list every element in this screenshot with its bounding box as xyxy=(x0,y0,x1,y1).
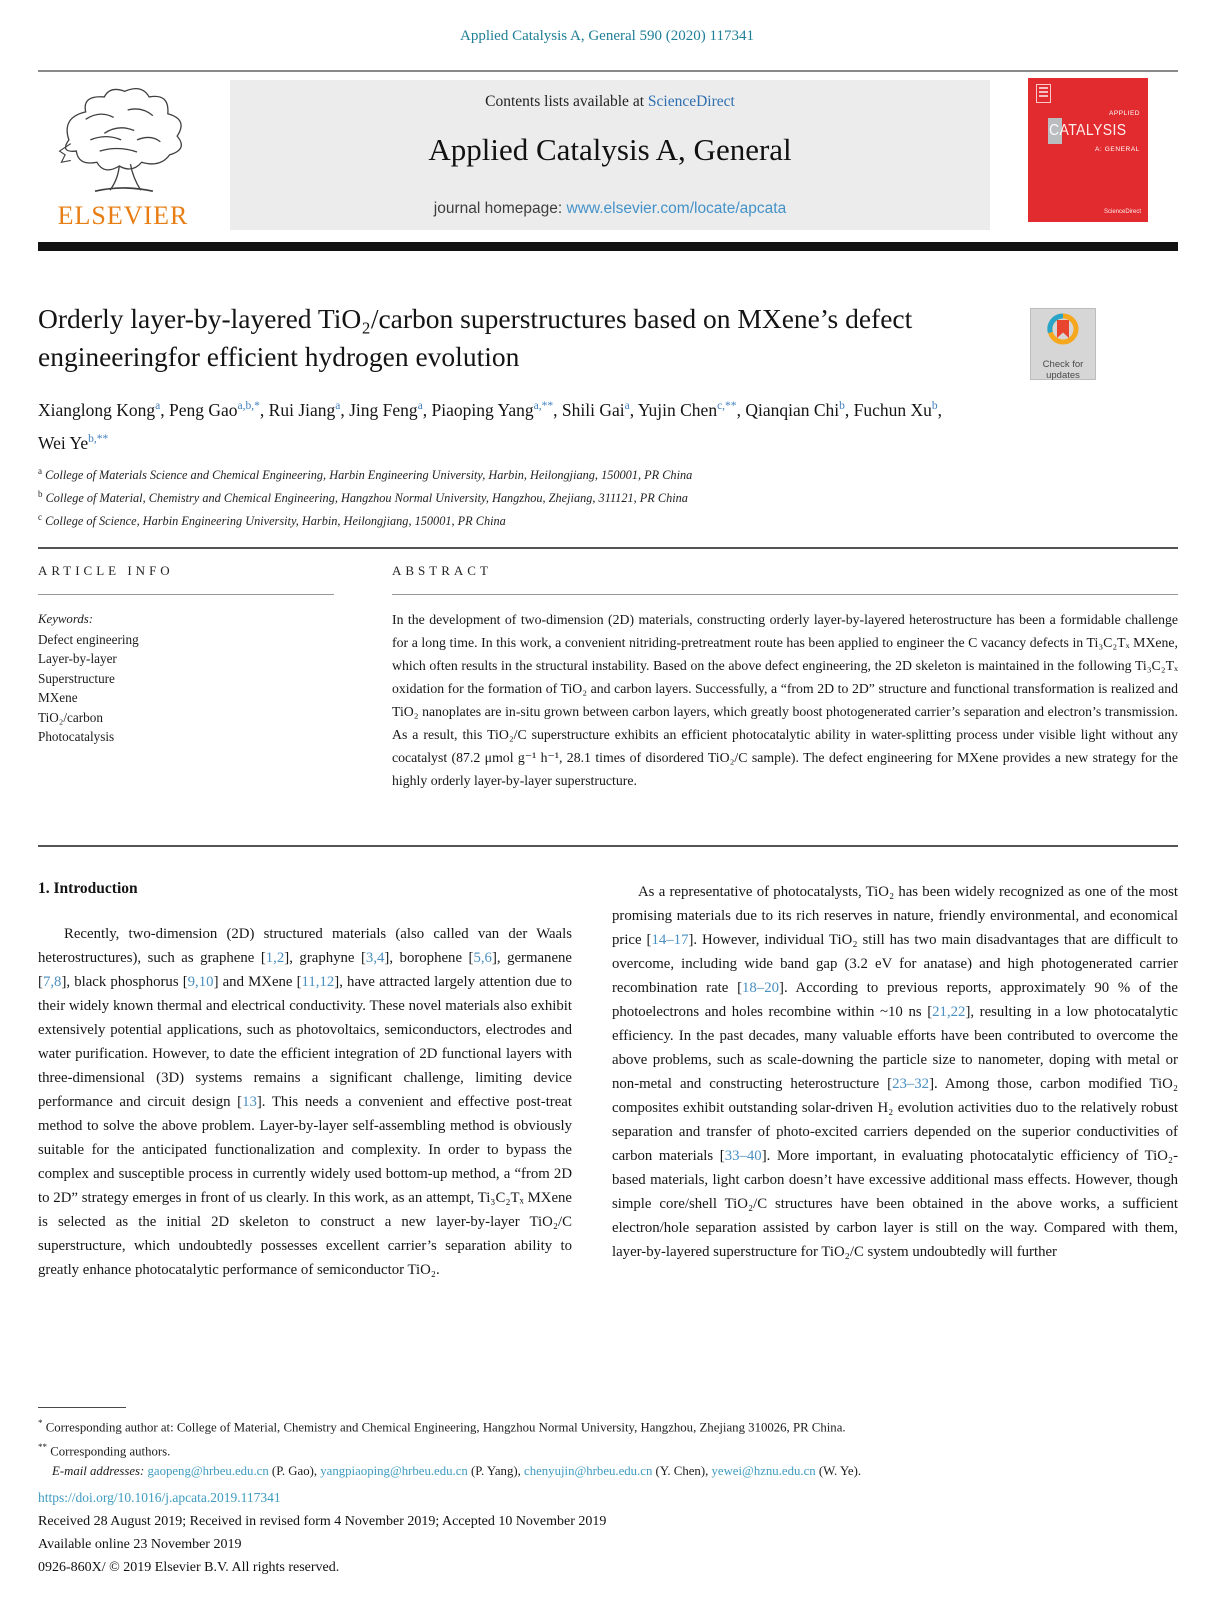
author-name: Xianglong Kong xyxy=(38,399,156,420)
intro-paragraph-right: As a representative of photocatalysts, TiO₂ has been widely recognized as one of the most promising materials due to its rich reserves in nature, friendly environmental, and economical price [14–17]. However, individual TiO₂ still has two main disadvantages that are difficult to overcome, including wide band gap (3.2 eV for anatase) and high photogenerated carrier recombination rate [18–20]. According to previous reports, approximately 90 % of the photoelectrons and holes recombine within ~10 ns [21,22], resulting in a low photocatalytic efficiency. In the past decades, many valuable efforts have been contributed to overcome the above problems, such as scale-downing the particle size to nanometer, doping with metal or non-metal and constructing heterostructure [23–32]. Among those, carbon modified TiO₂ composites exhibit outstanding solar-driven H₂ evolution activities duo to the relatively robust separation and transfer of photo-excited carriers depended on the superior conductivities of carbon materials [33–40]. More important, in evaluating photocatalytic efficiency of TiO₂-based materials, light carbon doesn’t have excessive additional mass effects. However, though simple core/shell TiO₂/C structures have been obtained in the above works, a sufficient electron/hole separation assisted by carbon layer is still on the way. Compared with them, layer-by-layered superstructure for TiO₂/C system undoubtedly will further xyxy=(612,884,1179,1260)
cover-title: CATALYSIS xyxy=(1049,119,1127,139)
citation-ref[interactable]: 18–20 xyxy=(742,980,780,996)
author-sup[interactable]: a xyxy=(155,400,161,412)
journal-title: Applied Catalysis A, General xyxy=(428,132,792,167)
corresponding-author-note: * Corresponding author at: College of Material, Chemistry and Chemical Engineering, Hangzhou Normal University, Hangzhou, Zhejiang 310026, PR China. xyxy=(38,1418,846,1435)
email-link[interactable]: gaopeng@hrbeu.edu.cn xyxy=(147,1463,269,1478)
cover-subtitle: A: GENERAL xyxy=(1094,146,1140,153)
homepage-prefix: journal homepage: xyxy=(433,200,567,217)
elsevier-wordmark: ELSEVIER xyxy=(57,201,189,230)
elsevier-logo[interactable] xyxy=(38,82,208,230)
introduction-heading: 1. Introduction xyxy=(38,880,138,897)
citation-ref[interactable]: 5,6 xyxy=(473,950,492,966)
citation-ref[interactable]: 33–40 xyxy=(724,1148,762,1164)
author-name: Jing Feng xyxy=(349,399,418,420)
contents-line xyxy=(230,93,990,111)
intro-column-left xyxy=(38,880,572,1282)
section-rule-top xyxy=(38,547,1178,549)
author-sup[interactable]: b xyxy=(839,400,845,412)
author-sup[interactable]: a xyxy=(624,400,630,412)
corresponding-authors-note: ** Corresponding authors. xyxy=(38,1441,171,1459)
author-name: Wei Ye xyxy=(38,432,89,453)
email-addresses-line xyxy=(38,1462,1178,1482)
affiliation-list xyxy=(38,462,1138,531)
received-dates: Received 28 August 2019; Received in revised form 4 November 2019; Accepted 10 November 2019 xyxy=(38,1514,607,1529)
citation-ref[interactable]: 3,4 xyxy=(365,950,385,966)
affiliation: $^c$ College of Science, Harbin Engineering University, Harbin, Heilongjiang, 150001, PR China xyxy=(38,512,506,529)
author-sup[interactable]: a,** xyxy=(533,400,554,412)
author-list: Xianglong Kong$^a$, Peng Gao$^{a,b,*}$, Rui Jiang$^a$, Jing Feng$^a$, Piaoping Yang$^{a,**}$, Shili Gai$^a$, Yujin Chen$^{c,**}$, Qianqian Chi$^b$, Fuchun Xu$^b$, Wei $Ye^{b,**}$ xyxy=(38,399,943,453)
author-name: Fuchun Xu xyxy=(853,399,932,420)
homepage-line xyxy=(230,200,990,218)
keyword: Photocatalysis xyxy=(38,729,115,744)
citation-ref[interactable]: 1,2 xyxy=(265,950,285,966)
cover-sciencedirect-label: ScienceDirect xyxy=(1103,209,1141,215)
article-info-underline xyxy=(38,594,334,595)
sciencedirect-link[interactable]: ScienceDirect xyxy=(647,93,735,110)
abstract-underline xyxy=(392,594,1178,595)
footnotes xyxy=(38,1414,1178,1481)
keywords-block xyxy=(38,610,338,747)
contents-prefix: Contents lists available at xyxy=(485,93,648,110)
intro-column-right xyxy=(612,880,1178,1264)
keyword-list xyxy=(38,630,338,747)
cover-mini-logo-icon xyxy=(1036,84,1051,103)
footnote-divider xyxy=(38,1407,126,1408)
author-sup[interactable]: b xyxy=(931,400,938,412)
keyword: Defect engineering xyxy=(38,631,139,647)
author-sup[interactable]: a xyxy=(417,400,423,412)
author-sup[interactable]: b,** xyxy=(88,432,109,445)
homepage-link[interactable]: www.elsevier.com/locate/apcata xyxy=(566,200,787,217)
citation-ref[interactable]: 14–17 xyxy=(651,932,689,948)
author-sup[interactable]: a,b,* xyxy=(237,400,260,412)
masthead-bottom-bar xyxy=(38,242,1178,251)
cover-applied-label: APPLIED xyxy=(1109,110,1140,117)
keywords-label: Keywords: xyxy=(38,612,93,626)
citation-ref[interactable]: 7,8 xyxy=(42,974,62,990)
abstract-text: In the development of two-dimension (2D) materials, constructing orderly layer-by-layered heterostructure has been a formidable challenge for a long time. In this work, a convenient nitriding-pretreatment route has been applied to engineer the C vacancy defects in Ti₃C₂Tₓ MXene, which often results in the structural instability. Based on the above defect engineering, the 2D skeleton is maintained in the following Ti₃C₂Tₓ oxidation for the formation of TiO₂ and carbon layers. Successfully, a “from 2D to 2D” structure and functional transformation is realized and TiO₂ nanoplates are in-situ grown between carbon layers, which greatly boost photogenerated carrier’s separation and electron’s transmission. As a result, this TiO₂/C superstructure exhibits an efficient photocatalytic ability in water-splitting process under visible light without any cocatalyst (87.2 μmol g⁻¹ h⁻¹, 28.1 times of disordered TiO₂/C sample). The defect engineering for MXene provides a new strategy for the highly orderly layer-by-layer superstructure. xyxy=(392,612,1178,788)
keyword: TiO₂/carbon xyxy=(38,709,103,725)
email-link[interactable]: yangpiaoping@hrbeu.edu.cn xyxy=(320,1463,468,1478)
journal-cover-thumbnail[interactable] xyxy=(1028,78,1148,222)
doi-link[interactable]: https://doi.org/10.1016/j.apcata.2019.117341 xyxy=(38,1490,281,1505)
keyword: Layer-by-layer xyxy=(38,651,117,666)
article-info-heading: ARTICLE INFO xyxy=(38,563,174,578)
citation-ref[interactable]: 9,10 xyxy=(187,974,214,990)
running-head-citation: Applied Catalysis A, General 590 (2020) 117341 xyxy=(460,28,754,44)
author-name: Piaoping Yang xyxy=(431,399,534,420)
author-sup[interactable]: c,** xyxy=(717,400,737,412)
author-name: Rui Jiang xyxy=(268,399,336,420)
citation-ref[interactable]: 11,12 xyxy=(301,974,335,990)
keyword: MXene xyxy=(38,690,78,705)
keyword: Superstructure xyxy=(38,670,115,686)
email-link[interactable]: chenyujin@hrbeu.edu.cn xyxy=(524,1463,653,1478)
top-divider xyxy=(38,70,1178,72)
email-list: gaopeng@hrbeu.edu.cn (P. Gao), yangpiaoping@hrbeu.edu.cn (P. Yang), chenyujin@hrbeu.edu.cn (Y. Chen), yewei@hznu.edu.cn (W. Ye). xyxy=(147,1463,862,1478)
intro-paragraph-left: Recently, two-dimension (2D) structured materials (also called van der Waals heterostructures), such as graphene [1,2], graphyne [3,4], borophene [5,6], germanene [7,8], black phosphorus [9,10] and MXene [11,12], have attracted largely attention due to their widely known thermal and electrical conductivity. These novel materials also exhibit extensively potential applications, such as photovoltaics, semiconductors, electrodes and water purification. However, to date the efficient integration of 2D functional layers with three-dimensional (3D) systems remains a significant challenge, limiting device performance and circuit design [13]. This needs a convenient and effective post-treat method to solve the above problem. Layer-by-layer self-assembling method is obviously suitable for the anticipated functionalization and complexity. In order to bypass the complex and susceptible process in currently widely used bottom-up method, a “from 2D to 2D” strategy emerges in front of us clearly. In this work, as an attempt, Ti₃C₂Tₓ MXene is selected as the initial 2D skeleton to construct a new layer-by-layer TiO₂/C superstructure, which undoubtedly possesses excellent carrier’s separation ability to greatly enhance photocatalytic performance of semiconductor TiO₂. xyxy=(38,926,572,1278)
author-name: Qianqian Chi xyxy=(745,399,840,420)
email-link[interactable]: yewei@hznu.edu.cn xyxy=(711,1463,816,1478)
citation-ref[interactable]: 21,22 xyxy=(932,1004,966,1020)
email-label: E-mail addresses: xyxy=(52,1463,148,1478)
affiliation: $^a$ College of Materials Science and Chemical Engineering, Harbin Engineering University, Harbin, Heilongjiang, 150001, PR China xyxy=(38,466,693,483)
affiliation: $^b$ College of Material, Chemistry and Chemical Engineering, Hangzhou Normal University, Hangzhou, Zhejiang, 311121, PR China xyxy=(38,489,688,506)
abstract-heading: ABSTRACT xyxy=(392,563,492,578)
citation-ref[interactable]: 13 xyxy=(242,1094,257,1110)
author-name: Shili Gai xyxy=(561,399,625,420)
elsevier-tree-icon xyxy=(48,82,198,194)
issn-copyright: 0926-860X/ © 2019 Elsevier B.V. All rights reserved. xyxy=(38,1560,340,1575)
available-online: Available online 23 November 2019 xyxy=(38,1537,242,1552)
author-sup[interactable]: a xyxy=(335,400,341,412)
author-name: Peng Gao xyxy=(169,399,238,420)
citation-ref[interactable]: 23–32 xyxy=(892,1076,930,1092)
crossmark-icon xyxy=(1042,309,1084,353)
check-for-updates-badge[interactable] xyxy=(1030,308,1096,380)
badge-label: Check for updates xyxy=(1042,359,1084,381)
article-title: Orderly layer-by-layered TiO₂/carbon superstructures based on MXene’s defect engineeringfor efficient hydrogen evolution xyxy=(38,303,913,372)
section-rule-bottom xyxy=(38,845,1178,847)
author-name: Yujin Chen xyxy=(637,399,718,420)
